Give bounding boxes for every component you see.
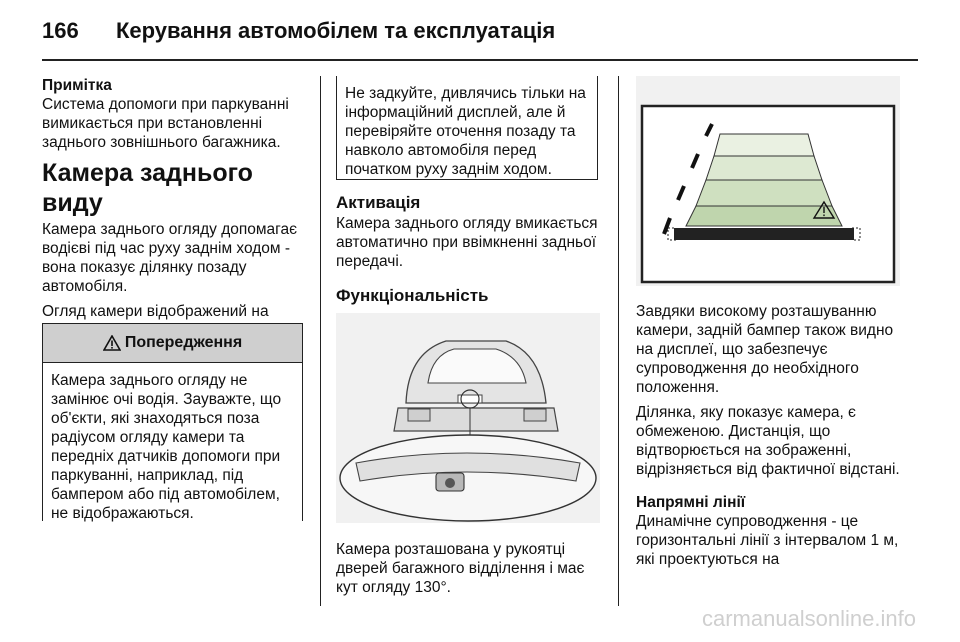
intro-paragraph: Камера заднього огляду допомагає водієві під час руху заднім ходом - вона показує ділянку позаду автомобіля.	[42, 221, 298, 295]
warning-header	[43, 323, 302, 363]
activation-text: Камера заднього огляду вмикається автоматично при ввімкненні задньої передачі.	[336, 215, 598, 270]
warning-text: Камера заднього огляду не замінює очі водія. Зауважте, що об'єкти, які знаходяться поза радіусом огляду камери та передніх датчиків допомоги при паркуванні, наприклад, під бампером або під автомобілем, не відображаються.	[51, 372, 282, 522]
visibility-paragraph: Завдяки високому розташуванню камери, задній бампер також видно на дисплеї, що забезпечує супроводження до необхідного положення.	[636, 303, 894, 396]
camera-caption	[336, 540, 598, 603]
column-right	[636, 302, 904, 575]
warning-triangle-icon	[103, 335, 121, 351]
warning-title: Попередження	[124, 334, 243, 351]
note-title: Примітка	[42, 77, 112, 94]
guide-lines-title: Напрямні лінії	[636, 494, 746, 511]
notice-box: Не задкуйте, дивлячись тільки на інформаційний дисплей, але й перевіряйте оточення позаду та навколо автомобіля перед початком руху заднім ходом.	[336, 76, 598, 180]
column-left	[42, 76, 304, 365]
note-text: Система допомоги при паркуванні вимикається при встановленні заднього зовнішнього багажника.	[42, 96, 289, 151]
car-camera-illustration	[336, 313, 600, 523]
watermark: carmanualsonline.info	[701, 606, 916, 631]
activation-title: Активація	[336, 193, 421, 212]
page-header	[0, 0, 960, 62]
page-number: 166	[42, 18, 79, 43]
distance-paragraph: Ділянка, яку показує камера, є обмеженою. Дистанція, що відтворюється на зображенні, відрізняється від фактичної відстані.	[636, 404, 900, 478]
column-middle	[336, 192, 598, 307]
header-divider	[42, 59, 918, 61]
caption-text: Камера розташована у рукоятці дверей багажного відділення і має кут огляду 130°.	[336, 541, 585, 596]
page-title: Керування автомобілем та експлуатація	[116, 18, 556, 43]
guide-lines-text: Динамічне супроводження - це горизонтальні лінії з інтервалом 1 м, які проектуються на	[636, 513, 899, 568]
column-divider-2	[618, 76, 619, 606]
camera-display-illustration	[636, 76, 900, 286]
section-title: Камера заднього виду	[42, 159, 253, 217]
display-paragraph: Огляд камери відображений на	[42, 303, 269, 320]
column-divider-1	[320, 76, 321, 606]
warning-box	[42, 323, 303, 521]
function-title: Функціональність	[336, 286, 489, 305]
